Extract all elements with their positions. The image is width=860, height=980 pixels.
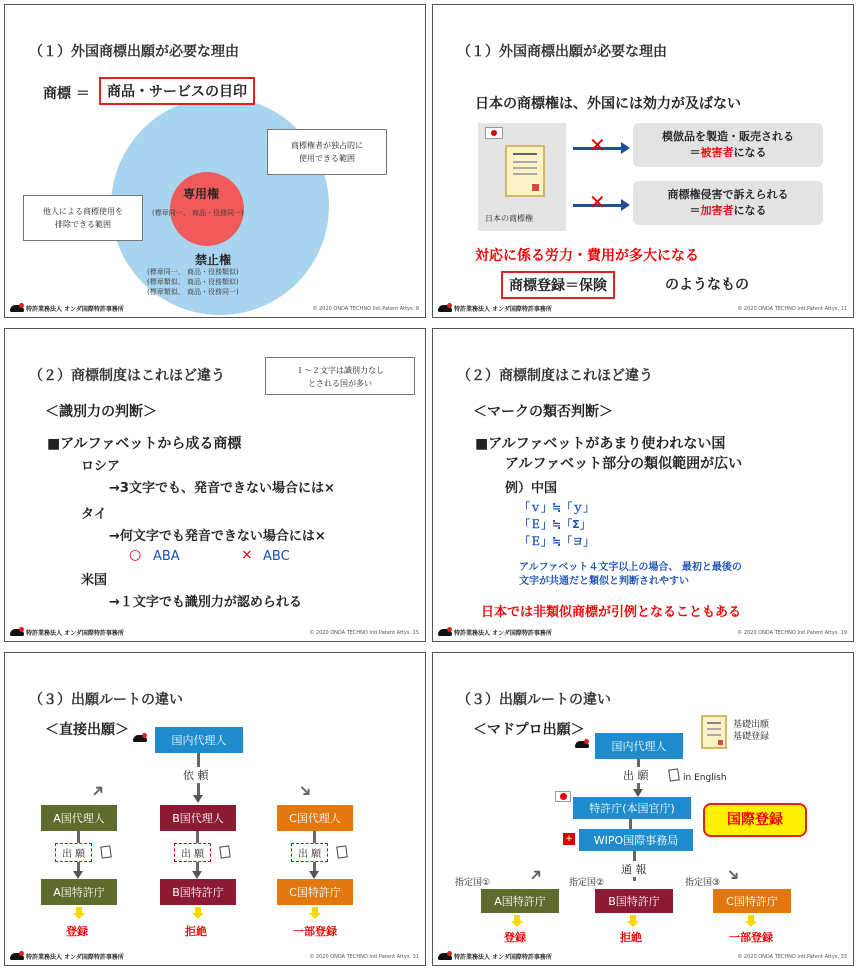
country-thai: タイ [81, 507, 107, 522]
slide-title: （２）商標制度はこれほど違う [457, 368, 653, 384]
firm-name: 特許業務法人 オンダ国際特許事務所 [454, 954, 552, 961]
callout-exclusive-line1: 商標権者が独占的に [291, 141, 363, 150]
designated-3: 指定国③ [685, 878, 721, 888]
bullet-2: アルファベット部分の類似範囲が広い [505, 456, 743, 472]
result-b: 拒絶 [620, 931, 642, 944]
agent-b: B国代理人 [160, 805, 236, 831]
tm-definition: 商品・サービスの目印 [99, 77, 255, 105]
base-label [733, 719, 769, 743]
office-b: B国特許庁 [160, 879, 236, 905]
pair-1: 「ｖ」≒「ｙ」 [519, 501, 595, 514]
result-b: 拒絶 [185, 925, 207, 938]
subheading: ＜マドプロ出願＞ [473, 722, 585, 738]
office-b: B国特許庁 [595, 889, 673, 913]
firm-logo [10, 952, 124, 961]
prohibition-sub-2: (標章類似、 商品・役務類似) [147, 278, 239, 286]
subheading: ＜直接出願＞ [45, 722, 129, 738]
victim-line1: 模倣品を製造・販売される [662, 130, 794, 143]
base-application: 基礎出願 [733, 720, 770, 730]
slide-8 [4, 4, 426, 318]
cross-icon: ✕ [589, 190, 606, 214]
filing-c: 出 願 [291, 843, 328, 862]
bullet: ■アルファベットから成る商標 [47, 436, 242, 452]
page-number: 8 [415, 306, 419, 312]
example-china: 例）中国 [505, 481, 558, 496]
firm-logo [10, 304, 124, 313]
slide-19 [432, 328, 854, 642]
result-c: 一部登録 [293, 925, 337, 938]
callout-distinctiveness [265, 357, 415, 395]
firm-name: 特許業務法人 オンダ国際特許事務所 [26, 630, 124, 637]
slide-title: （１）外国商標出願が必要な理由 [457, 44, 667, 60]
arrow-icon: ➜ [524, 863, 548, 886]
agent-a: A国代理人 [41, 805, 117, 831]
slide-title: （２）商標制度はこれほど違う [29, 368, 225, 384]
down-arrow-icon [627, 915, 639, 927]
subheading: ＜マークの類否判断＞ [473, 404, 613, 420]
intl-registration-badge: 国際登録 [703, 803, 807, 837]
result-c: 一部登録 [729, 931, 773, 944]
slide-11 [432, 4, 854, 318]
rule-note-2: 文字が共通だと類似と判断されやすい [519, 576, 689, 587]
ok-mark: ○ [129, 547, 142, 563]
copyright: © 2020 ONDA TECHNO Intl.Patent Attys. 11 [737, 306, 847, 312]
down-arrow-icon [511, 915, 523, 927]
wipo-box: WIPO国際事務局 [579, 829, 693, 851]
domestic-agent: 国内代理人 [155, 727, 243, 753]
page-number: 31 [412, 954, 419, 960]
copyright: © 2020 ONDA TECHNO Intl.Patent Attys. 19 [737, 630, 847, 636]
victim-tail: になる [733, 146, 767, 159]
document-icon [336, 845, 348, 858]
prohibition-sub-3: (標章類似、 商品・役務同一) [147, 288, 239, 296]
ok-example: ABA [153, 549, 180, 564]
slide-15 [4, 328, 426, 642]
firm-logo [438, 952, 552, 961]
down-arrow-icon [745, 915, 757, 927]
connector [629, 819, 632, 829]
filing-a: 出 願 [55, 843, 92, 862]
ng-example: ABC [263, 549, 290, 564]
designated-1: 指定国① [455, 878, 491, 888]
arrow-icon: ➜ [294, 779, 318, 802]
copyright: © 2020 ONDA TECHNO Intl.Patent Attys. 8 [312, 306, 419, 312]
request-label: 依 頼 [183, 769, 209, 782]
logo-mark [133, 735, 147, 742]
callout-exclusive [267, 129, 387, 175]
insurance-box: 商標登録＝保険 [501, 271, 615, 299]
arrow-head [193, 795, 203, 803]
base-registration: 基礎登録 [733, 732, 770, 742]
agent-c: C国代理人 [277, 805, 353, 831]
tm-label: 商標 ＝ [43, 86, 90, 102]
insurance-tail: のようなもの [665, 277, 749, 293]
arrow-head [633, 789, 643, 797]
office-c: C国特許庁 [713, 889, 791, 913]
subheading: ＜識別力の判断＞ [45, 404, 157, 420]
similar-pairs [519, 499, 594, 550]
infringer-red: 加害者 [700, 204, 734, 217]
pair-2: 「Ｅ」≒「Σ」 [519, 518, 591, 531]
infringer-box [633, 181, 823, 225]
in-english: in English [683, 773, 727, 783]
arrow-head [192, 871, 202, 879]
firm-name: 特許業務法人 オンダ国際特許事務所 [26, 306, 124, 313]
slide-31 [4, 652, 426, 966]
cert-label: 日本の商標権 [485, 214, 533, 223]
result-a: 登録 [66, 925, 88, 938]
arrow-1-head [621, 142, 630, 154]
filing-b: 出 願 [174, 843, 211, 862]
arrow-icon: ➜ [722, 863, 746, 886]
copyright: © 2020 ONDA TECHNO Intl.Patent Attys. 31 [309, 954, 419, 960]
firm-name: 特許業務法人 オンダ国際特許事務所 [454, 630, 552, 637]
arrow-icon: ➜ [86, 779, 110, 802]
cost-note: 対応に係る労力・費用が多大になる [475, 248, 699, 264]
thai-rule: →何文字でも発音できない場合には× [109, 529, 326, 544]
page-number: 11 [840, 306, 847, 312]
slide-title: （３）出願ルートの違い [29, 692, 183, 708]
slide-title: （３）出願ルートの違い [457, 692, 611, 708]
firm-logo [438, 628, 552, 637]
office-c: C国特許庁 [277, 879, 353, 905]
office-a: A国特許庁 [41, 879, 117, 905]
callout-prohibition-line2: 排除できる範囲 [55, 220, 111, 229]
us-rule: →１文字でも識別力が認められる [109, 595, 302, 610]
firm-name: 特許業務法人 オンダ国際特許事務所 [454, 306, 552, 313]
firm-logo [438, 304, 552, 313]
jpo-box: 特許庁(本国官庁) [573, 797, 691, 819]
callout-line1: １～２文字は識別力なし [296, 366, 384, 375]
infringer-line1: 商標権侵害で訴えられる [667, 188, 789, 201]
slide-33 [432, 652, 854, 966]
headline: 日本の商標権は、外国には効力が及ばない [475, 96, 741, 112]
filing-label: 出 願 [623, 769, 649, 782]
rule-note [519, 561, 742, 589]
copyright: © 2020 ONDA TECHNO Intl.Patent Attys. 15 [309, 630, 419, 636]
callout-exclusive-line2: 使用できる範囲 [299, 154, 355, 163]
document-icon [668, 768, 680, 781]
domestic-agent: 国内代理人 [595, 733, 683, 759]
callout-prohibition [23, 195, 143, 241]
victim-box [633, 123, 823, 167]
victim-red: 被害者 [700, 146, 734, 159]
notify-label: 通 報 [621, 863, 647, 876]
page-number: 33 [840, 954, 847, 960]
rule-note-1: アルファベット４文字以上の場合、 最初と最後の [519, 562, 742, 573]
russia-rule: →3文字でも、発音できない場合には× [109, 481, 335, 496]
firm-name: 特許業務法人 オンダ国際特許事務所 [26, 954, 124, 961]
japan-flag-icon [485, 127, 503, 139]
designated-2: 指定国② [569, 878, 605, 888]
page-number: 19 [840, 630, 847, 636]
down-arrow-icon [309, 907, 321, 919]
copyright: © 2020 ONDA TECHNO Intl.Patent Attys. 33 [737, 954, 847, 960]
ng-mark: × [241, 547, 253, 563]
document-icon [219, 845, 231, 858]
exclusive-sub: (標章同一、 商品・役務同一) [152, 209, 244, 217]
arrow-2-head [621, 199, 630, 211]
prohibition-sub-1: (標章同一、 商品・役務類似) [147, 268, 239, 276]
callout-prohibition-line1: 他人による商標使用を [43, 207, 123, 216]
japan-flag-icon [555, 791, 571, 802]
result-a: 登録 [504, 931, 526, 944]
bullet: ■アルファベットがあまり使われない国 [475, 436, 726, 452]
slide-title: （１）外国商標出願が必要な理由 [29, 44, 239, 60]
office-a: A国特許庁 [481, 889, 559, 913]
swiss-flag-icon: + [563, 833, 575, 845]
callout-line2: とされる国が多い [308, 379, 372, 388]
exclusive-label: 専用権 [183, 187, 220, 201]
down-arrow-icon [192, 907, 204, 919]
prohibition-label: 禁止権 [195, 253, 232, 267]
down-arrow-icon [73, 907, 85, 919]
country-us: 米国 [81, 573, 108, 588]
logo-mark [575, 741, 589, 748]
cross-icon: ✕ [589, 133, 606, 157]
infringer-tail: になる [733, 204, 767, 217]
document-icon [100, 845, 112, 858]
page-number: 15 [412, 630, 419, 636]
victim-eq: ＝ [689, 146, 701, 159]
arrow-head [309, 871, 319, 879]
infringer-eq: ＝ [689, 204, 701, 217]
firm-logo [10, 628, 124, 637]
warning: 日本では非類似商標が引例となることもある [481, 605, 742, 620]
certificate-icon [701, 715, 727, 749]
certificate-icon [505, 145, 545, 197]
pair-3: 「Ｅ」≒「ヨ」 [519, 535, 595, 548]
arrow-head [73, 871, 83, 879]
country-russia: ロシア [81, 459, 121, 474]
